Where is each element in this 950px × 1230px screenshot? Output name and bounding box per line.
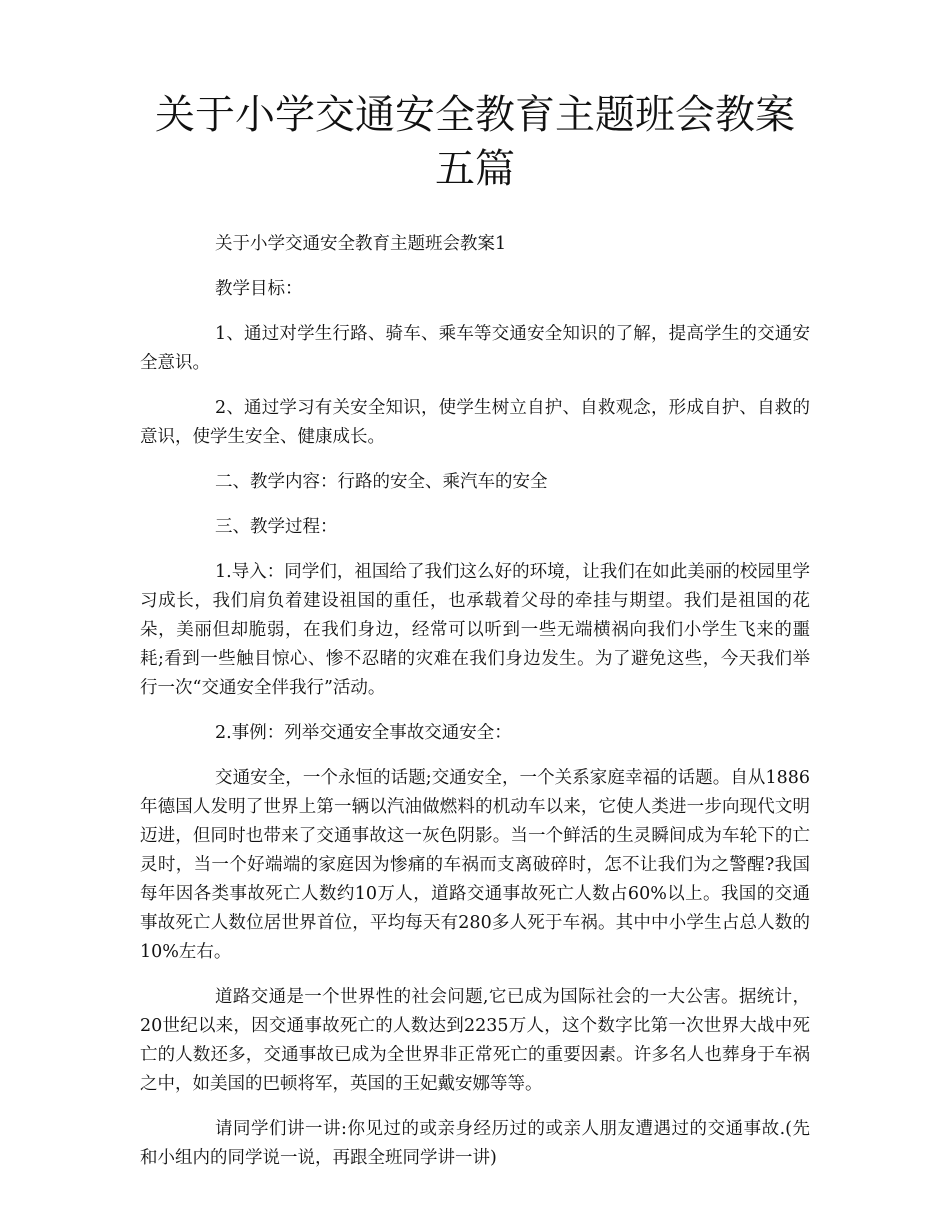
goal-item: 2、通过学习有关安全知识，使学生树立自护、自救观念，形成自护、自救的意识，使学生安全、健康成长。 xyxy=(140,398,810,447)
body-paragraph: 请同学们讲一讲:你见过的或亲身经历过的或亲人朋友遭遇过的交通事故.(先和小组内的同学说一说，再跟全班同学讲一讲) xyxy=(140,1119,810,1168)
goal-item: 1、通过对学生行路、骑车、乘车等交通安全知识的了解，提高学生的交通安全意识。 xyxy=(140,324,810,373)
content-heading: 二、教学内容：行路的安全、乘汽车的安全 xyxy=(215,472,548,492)
body-paragraph: 2.事例：列举交通安全事故交通安全： xyxy=(215,723,512,743)
body-paragraph: 道路交通是一个世界性的社会问题,它已成为国际社会的一大公害。据统计，20世纪以来，因交通事故死亡的人数达到2235万人，这个数字比第一次世界大战中死亡的人数还多，交通事故已成为全世界非正常死亡的重要因素。许多名人也葬身于车祸之中，如美国的巴顿将军，英国的王妃戴安娜等等。 xyxy=(140,987,810,1094)
title-line-1: 关于小学交通安全教育主题班会教案 xyxy=(155,92,795,138)
document-body xyxy=(140,230,810,1189)
title-line-2: 五篇 xyxy=(435,146,515,192)
body-paragraph: 交通安全，一个永恒的话题;交通安全，一个关系家庭幸福的话题。自从1886年德国人发明了世界上第一辆以汽油做燃料的机动车以来，它使人类进一步向现代文明迈进，但同时也带来了交通事故这一灰色阴影。当一个鲜活的生灵瞬间成为车轮下的亡灵时，当一个好端端的家庭因为惨痛的车祸而支离破碎时，怎不让我们为之警醒?我国每年因各类事故死亡人数约10万人，道路交通事故死亡人数占60%以上。我国的交通事故死亡人数位居世界首位，平均每天有280多人死于车祸。其中中小学生占总人数的10%左右。 xyxy=(140,768,810,962)
document-title xyxy=(150,88,800,196)
process-heading: 三、教学过程： xyxy=(215,517,338,537)
section-heading: 关于小学交通安全教育主题班会教案1 xyxy=(215,234,507,254)
goals-heading: 教学目标： xyxy=(215,279,303,299)
body-paragraph: 1.导入：同学们，祖国给了我们这么好的环境，让我们在如此美丽的校园里学习成长，我们肩负着建设祖国的重任，也承载着父母的牵挂与期望。我们是祖国的花朵，美丽但却脆弱，在我们身边，经常可以听到一些无端横祸向我们小学生飞来的噩耗;看到一些触目惊心、惨不忍睹的灾难在我们身边发生。为了避免这些，今天我们举行一次“交通安全伴我行”活动。 xyxy=(140,562,810,698)
